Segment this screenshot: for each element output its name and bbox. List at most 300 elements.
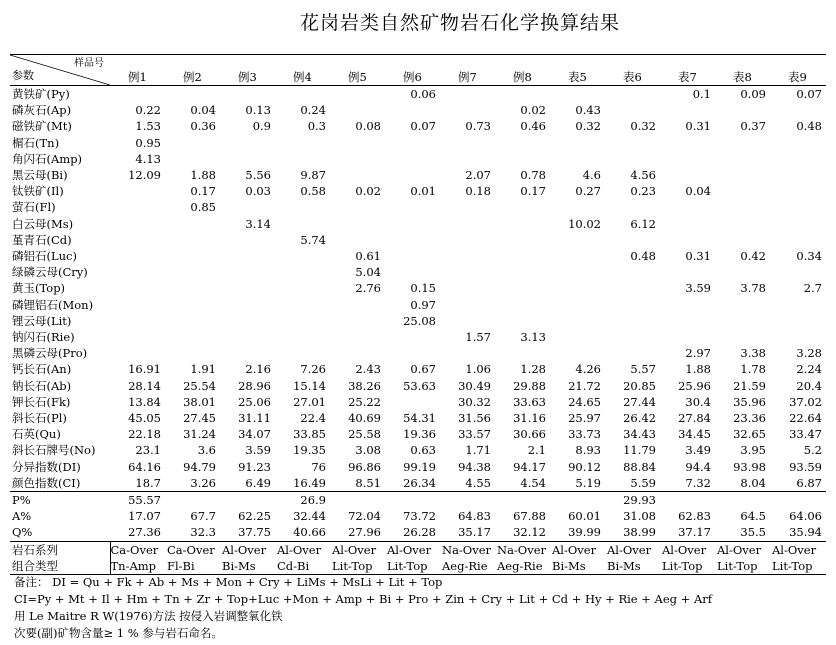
mineral-row (10, 216, 826, 232)
value-cell: 26.9 (275, 492, 330, 509)
value-cell (440, 102, 495, 118)
value-cell: 0.18 (465, 184, 491, 199)
value-cell: Aeg-Rie (440, 558, 495, 575)
row-label: 钾长石(Fk) (12, 394, 71, 409)
value-cell (440, 345, 495, 361)
value-cell (385, 264, 440, 280)
value-cell: 38.99 (623, 525, 656, 540)
value-cell: 0.04 (685, 184, 711, 199)
value-cell: 0.78 (520, 168, 546, 183)
value-cell (550, 86, 605, 103)
row-label: 分异指数(DI) (12, 459, 81, 474)
value-cell: 3.95 (740, 443, 766, 458)
value-cell: Al-Over (550, 541, 605, 558)
value-cell: 35.94 (789, 525, 822, 540)
value-cell: 3.26 (190, 475, 216, 490)
value-cell (495, 345, 550, 361)
value-cell (165, 329, 220, 345)
value-cell: 2.43 (355, 362, 381, 377)
value-cell: Fl-Bi (165, 558, 220, 575)
value-cell: 0.85 (190, 200, 216, 215)
ratio-row (10, 492, 826, 509)
value-cell (770, 297, 826, 313)
value-cell: Lit-Top (330, 558, 385, 575)
value-cell (275, 329, 330, 345)
value-cell: 28.96 (238, 378, 271, 393)
value-cell: 72.04 (348, 509, 381, 524)
value-cell: 73.72 (403, 509, 436, 524)
mineral-row (10, 167, 826, 183)
value-cell: 0.09 (740, 87, 766, 101)
row-label: 堇青石(Cd) (12, 232, 72, 247)
value-cell (660, 151, 715, 167)
value-cell (660, 492, 715, 509)
value-cell: 33.47 (789, 427, 822, 442)
value-cell: 3.49 (685, 443, 711, 458)
column-header: 例4 (275, 55, 330, 86)
value-cell: 30.32 (458, 394, 491, 409)
value-cell: 40.69 (348, 411, 381, 426)
column-header: 例6 (385, 55, 440, 86)
row-label: P% (10, 492, 110, 509)
value-cell (770, 492, 826, 509)
value-cell (440, 248, 495, 264)
value-cell (550, 297, 605, 313)
value-cell (660, 135, 715, 151)
value-cell: 60.01 (568, 509, 601, 524)
value-cell: 1.53 (135, 119, 161, 134)
value-cell (495, 313, 550, 329)
value-cell: Na-Over (440, 541, 495, 558)
value-cell (770, 167, 826, 183)
value-cell: Lit-Top (770, 558, 826, 575)
value-cell (550, 345, 605, 361)
value-cell (385, 232, 440, 248)
value-cell (440, 297, 495, 313)
results-table (10, 54, 826, 575)
value-cell (440, 151, 495, 167)
row-label: 钠长石(Ab) (12, 378, 72, 393)
value-cell: 25.08 (403, 313, 436, 328)
value-cell: 2.07 (465, 168, 491, 183)
value-cell (660, 199, 715, 215)
value-cell: Al-Over (605, 541, 660, 558)
value-cell (330, 167, 385, 183)
value-cell: 4.55 (465, 475, 491, 490)
value-cell: 0.02 (355, 184, 381, 199)
value-cell: 33.63 (513, 394, 546, 409)
value-cell: 31.08 (623, 509, 656, 524)
value-cell: 22.4 (300, 411, 326, 426)
value-cell (495, 135, 550, 151)
value-cell: 31.24 (183, 427, 216, 442)
value-cell (770, 102, 826, 118)
value-cell: 4.54 (520, 475, 546, 490)
value-cell (110, 313, 165, 329)
assemblage-row (10, 558, 826, 575)
value-cell: 0.48 (796, 119, 822, 134)
value-cell (715, 102, 770, 118)
value-cell: 33.73 (568, 427, 601, 442)
header-row (10, 55, 826, 86)
value-cell: 64.83 (458, 509, 491, 524)
value-cell: 15.14 (293, 378, 326, 393)
value-cell: 67.88 (513, 509, 546, 524)
value-cell (605, 232, 660, 248)
value-cell (220, 329, 275, 345)
value-cell (275, 280, 330, 296)
value-cell: 27.96 (348, 525, 381, 540)
value-cell (275, 248, 330, 264)
value-cell: 4.26 (575, 362, 601, 377)
value-cell: 23.1 (135, 443, 161, 458)
value-cell: 31.16 (513, 411, 546, 426)
mineral-row (10, 199, 826, 215)
value-cell: 0.17 (520, 184, 546, 199)
row-label: 石英(Qu) (12, 427, 61, 442)
value-cell (770, 313, 826, 329)
value-cell: 1.88 (685, 362, 711, 377)
value-cell (605, 345, 660, 361)
mineral-row (10, 345, 826, 361)
value-cell: 25.54 (183, 378, 216, 393)
value-cell (165, 297, 220, 313)
value-cell: Al-Over (275, 541, 330, 558)
value-cell (495, 151, 550, 167)
value-cell (495, 297, 550, 313)
value-cell: 0.08 (355, 119, 381, 134)
value-cell: 34.43 (623, 427, 656, 442)
mineral-row (10, 183, 826, 199)
value-cell (330, 313, 385, 329)
value-cell (385, 216, 440, 232)
value-cell: Lit-Top (715, 558, 770, 575)
value-cell: 38.01 (183, 394, 216, 409)
value-cell: 67.7 (190, 509, 216, 524)
value-cell: 35.5 (740, 525, 766, 540)
value-cell: 0.67 (410, 362, 436, 377)
value-cell: 3.6 (197, 443, 216, 458)
value-cell: 64.16 (128, 459, 161, 474)
value-cell: 26.42 (623, 411, 656, 426)
value-cell (275, 199, 330, 215)
value-cell: 76 (311, 459, 326, 474)
mineral-row (10, 378, 826, 394)
value-cell (110, 216, 165, 232)
value-cell (660, 264, 715, 280)
row-label: 锂云母(Lit) (12, 313, 72, 328)
mineral-row (10, 394, 826, 410)
value-cell (330, 135, 385, 151)
value-cell (495, 280, 550, 296)
row-label: 钙长石(An) (12, 362, 72, 377)
value-cell: 5.74 (300, 232, 326, 247)
value-cell (275, 345, 330, 361)
value-cell (220, 264, 275, 280)
value-cell (385, 151, 440, 167)
row-label: 黑磷云母(Pro) (12, 346, 88, 361)
value-cell (110, 345, 165, 361)
value-cell (165, 345, 220, 361)
value-cell: 30.66 (513, 427, 546, 442)
value-cell (550, 329, 605, 345)
value-cell: 94.17 (513, 459, 546, 474)
value-cell: 24.65 (568, 394, 601, 409)
value-cell (165, 264, 220, 280)
value-cell: 7.32 (685, 475, 711, 490)
value-cell (165, 248, 220, 264)
value-cell (715, 167, 770, 183)
value-cell: 0.63 (410, 443, 436, 458)
column-header: 表6 (605, 55, 660, 86)
value-cell (715, 151, 770, 167)
value-cell: 20.85 (623, 378, 656, 393)
value-cell: 25.96 (678, 378, 711, 393)
value-cell: 34.45 (678, 427, 711, 442)
value-cell (550, 199, 605, 215)
value-cell (605, 135, 660, 151)
row-label: 斜长石(Pl) (12, 411, 67, 426)
value-cell: 94.38 (458, 459, 491, 474)
value-cell (385, 345, 440, 361)
value-cell: 91.23 (238, 459, 271, 474)
value-cell (275, 313, 330, 329)
value-cell: 37.75 (238, 525, 271, 540)
value-cell: 0.01 (410, 184, 436, 199)
value-cell (495, 264, 550, 280)
value-cell (715, 297, 770, 313)
value-cell: 53.63 (403, 378, 436, 393)
value-cell: Bi-Ms (550, 558, 605, 575)
value-cell (165, 280, 220, 296)
value-cell: 2.1 (527, 443, 546, 458)
row-label: 白云母(Ms) (12, 216, 74, 231)
note-ci: CI=Py + Mt + Il + Hm + Tn + Zr + Top+Luc +Mon + Amp + Bi + Pro + Zin + Cry + Lit + Cd + Hy + Rie + Aeg + Arf (14, 592, 713, 606)
value-cell (440, 313, 495, 329)
row-label: 斜长石牌号(No) (12, 443, 96, 458)
value-cell: 35.96 (733, 394, 766, 409)
column-header: 例7 (440, 55, 495, 86)
value-cell (660, 329, 715, 345)
value-cell: 62.25 (238, 509, 271, 524)
value-cell (110, 199, 165, 215)
value-cell: 2.97 (685, 346, 711, 361)
column-header: 表8 (715, 55, 770, 86)
value-cell: 0.03 (245, 184, 271, 199)
value-cell: 8.04 (740, 475, 766, 490)
row-label: Q% (12, 525, 33, 540)
value-cell: 2.24 (796, 362, 822, 377)
value-cell: 0.73 (465, 119, 491, 134)
value-cell: 5.59 (630, 475, 656, 490)
value-cell (660, 297, 715, 313)
value-cell (770, 199, 826, 215)
value-cell: 32.65 (733, 427, 766, 442)
mineral-row (10, 361, 826, 377)
value-cell: 3.28 (796, 346, 822, 361)
value-cell: 1.57 (465, 330, 491, 345)
value-cell (770, 329, 826, 345)
value-cell (165, 232, 220, 248)
value-cell: 25.22 (348, 394, 381, 409)
value-cell: 0.34 (796, 249, 822, 264)
value-cell (385, 329, 440, 345)
value-cell: Cd-Bi (275, 558, 330, 575)
value-cell (330, 297, 385, 313)
value-cell: 1.78 (740, 362, 766, 377)
value-cell (330, 102, 385, 118)
value-cell (660, 102, 715, 118)
note-rule: 次要(副)矿物含量≥ 1 % 参与岩石命名。 (14, 626, 223, 640)
mineral-row (10, 426, 826, 442)
value-cell: 26.28 (403, 525, 436, 540)
value-cell (220, 280, 275, 296)
value-cell (110, 329, 165, 345)
value-cell (385, 135, 440, 151)
value-cell (440, 232, 495, 248)
value-cell: Bi-Ms (220, 558, 275, 575)
value-cell: 0.48 (630, 249, 656, 264)
row-label: 岩石系列 (10, 541, 110, 558)
value-cell: 37.02 (789, 394, 822, 409)
value-cell: 0.31 (685, 119, 711, 134)
value-cell: 0.31 (685, 249, 711, 264)
mineral-row (10, 442, 826, 458)
value-cell: 90.12 (568, 459, 601, 474)
value-cell (110, 86, 165, 103)
value-cell (330, 151, 385, 167)
value-cell (110, 297, 165, 313)
value-cell: 7.26 (300, 362, 326, 377)
row-label: A% (12, 509, 32, 524)
value-cell (715, 216, 770, 232)
ratio-row (10, 508, 826, 524)
value-cell: 62.83 (678, 509, 711, 524)
value-cell: 0.42 (740, 249, 766, 264)
value-cell (495, 216, 550, 232)
value-cell: 25.06 (238, 394, 271, 409)
column-header: 表9 (770, 55, 826, 86)
value-cell (330, 199, 385, 215)
value-cell: Al-Over (385, 541, 440, 558)
value-cell: 5.19 (575, 475, 601, 490)
value-cell: 0.97 (410, 297, 436, 312)
value-cell (660, 167, 715, 183)
value-cell (495, 492, 550, 509)
value-cell: 6.49 (245, 475, 271, 490)
value-cell: 0.61 (355, 249, 381, 264)
value-cell: 30.4 (685, 394, 711, 409)
row-label: 组合类型 (10, 558, 110, 575)
value-cell (220, 313, 275, 329)
mineral-row (10, 86, 826, 103)
value-cell: 0.23 (630, 184, 656, 199)
value-cell (220, 151, 275, 167)
value-cell (715, 199, 770, 215)
value-cell: 25.97 (568, 411, 601, 426)
row-label: 榍石(Tn) (12, 135, 60, 150)
value-cell (220, 232, 275, 248)
value-cell (715, 135, 770, 151)
mineral-row (10, 264, 826, 280)
value-cell: 27.01 (293, 394, 326, 409)
value-cell (330, 329, 385, 345)
value-cell (605, 102, 660, 118)
value-cell (165, 151, 220, 167)
value-cell (275, 135, 330, 151)
value-cell: 12.09 (128, 168, 161, 183)
value-cell: Al-Over (660, 541, 715, 558)
value-cell: 93.98 (733, 459, 766, 474)
column-header: 表5 (550, 55, 605, 86)
value-cell: 19.35 (293, 443, 326, 458)
value-cell (715, 264, 770, 280)
row-label: 磷灰石(Ap) (12, 103, 72, 118)
value-cell (440, 492, 495, 509)
value-cell: 21.72 (568, 378, 601, 393)
value-cell: 13.84 (128, 394, 161, 409)
value-cell (275, 297, 330, 313)
value-cell (165, 492, 220, 509)
value-cell (715, 183, 770, 199)
value-cell: 3.59 (685, 281, 711, 296)
value-cell: 20.4 (796, 378, 822, 393)
value-cell: 8.93 (575, 443, 601, 458)
value-cell (275, 86, 330, 103)
value-cell: 1.91 (190, 362, 216, 377)
value-cell: 1.28 (520, 362, 546, 377)
value-cell: 5.56 (245, 168, 271, 183)
value-cell (605, 151, 660, 167)
value-cell: 27.84 (678, 411, 711, 426)
value-cell: 9.87 (300, 168, 326, 183)
value-cell (165, 313, 220, 329)
value-cell: 0.24 (300, 103, 326, 118)
value-cell (495, 232, 550, 248)
value-cell: 27.36 (128, 525, 161, 540)
value-cell (715, 329, 770, 345)
value-cell: Lit-Top (660, 558, 715, 575)
value-cell (770, 216, 826, 232)
value-cell: 31.56 (458, 411, 491, 426)
value-cell (385, 167, 440, 183)
value-cell: 54.31 (403, 411, 436, 426)
value-cell: 32.12 (513, 525, 546, 540)
row-label: 黄玉(Top) (12, 281, 66, 296)
parameter-label: 参数 (12, 68, 34, 82)
value-cell: 3.14 (245, 216, 271, 231)
row-label: 黄铁矿(Py) (12, 87, 70, 101)
value-cell: 55.57 (110, 492, 165, 509)
value-cell: 0.32 (630, 119, 656, 134)
value-cell: 2.7 (803, 281, 822, 296)
value-cell (330, 492, 385, 509)
value-cell (770, 232, 826, 248)
value-cell (275, 151, 330, 167)
value-cell (770, 264, 826, 280)
value-cell (770, 183, 826, 199)
value-cell (330, 345, 385, 361)
value-cell: 6.12 (630, 216, 656, 231)
value-cell: 99.19 (403, 459, 436, 474)
value-cell (550, 135, 605, 151)
value-cell: 1.71 (465, 443, 491, 458)
mineral-row (10, 329, 826, 345)
value-cell (440, 264, 495, 280)
value-cell (220, 86, 275, 103)
value-cell: 29.88 (513, 378, 546, 393)
mineral-row (10, 151, 826, 167)
